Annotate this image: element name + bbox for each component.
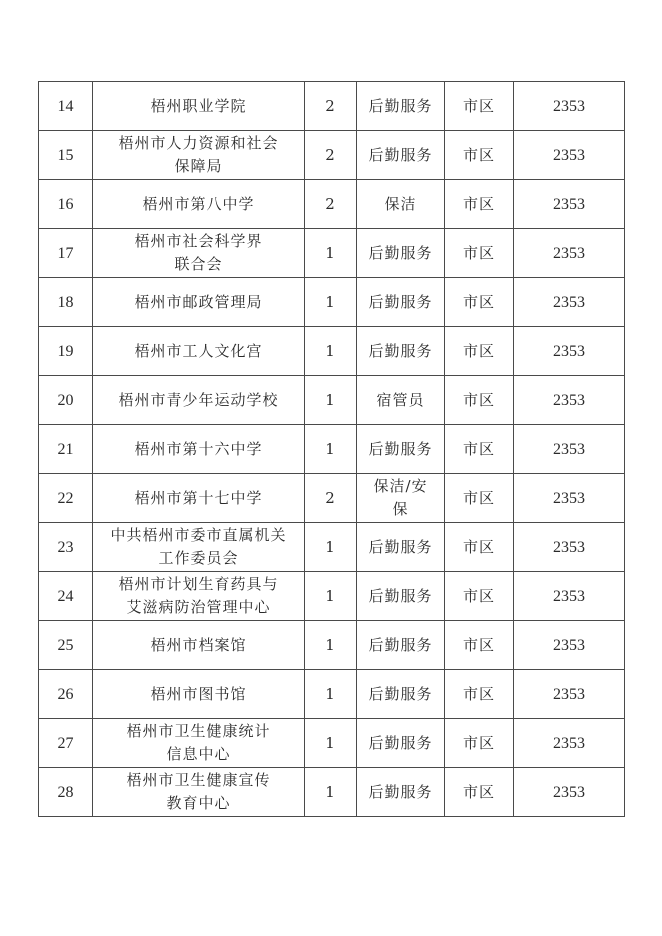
organization-cell-line: 梧州市第八中学	[142, 194, 255, 213]
row-number-cell: 18	[39, 278, 93, 327]
organization-cell-line: 中共梧州市委市直属机关	[110, 526, 287, 544]
position-cell	[357, 621, 445, 670]
row-number-cell: 14	[39, 82, 93, 131]
organization-cell	[93, 621, 305, 670]
position-cell	[357, 719, 445, 768]
organization-cell	[93, 131, 305, 180]
area-cell: 市区	[445, 278, 514, 327]
organization-cell-line: 梧州市青少年运动学校	[118, 390, 279, 409]
position-cell	[357, 278, 445, 327]
organization-cell	[93, 229, 305, 278]
position-cell	[357, 229, 445, 278]
headcount-cell: 1	[305, 572, 357, 621]
headcount-cell: 1	[305, 719, 357, 768]
row-number-cell: 17	[39, 229, 93, 278]
position-cell-line: 后勤服务	[368, 145, 433, 164]
organization-cell-line: 保障局	[174, 157, 223, 175]
position-cell	[357, 425, 445, 474]
position-cell-line: 后勤服务	[368, 243, 433, 262]
table-row	[39, 523, 625, 572]
table-row	[39, 572, 625, 621]
row-number-cell: 27	[39, 719, 93, 768]
position-cell-line: 保洁/安	[373, 477, 428, 495]
organization-cell-line: 梧州市第十六中学	[134, 439, 263, 458]
row-number-cell: 25	[39, 621, 93, 670]
position-cell	[357, 327, 445, 376]
row-number-cell: 26	[39, 670, 93, 719]
salary-cell: 2353	[514, 768, 625, 817]
area-cell: 市区	[445, 768, 514, 817]
position-cell	[357, 523, 445, 572]
position-cell	[357, 768, 445, 817]
position-cell	[357, 82, 445, 131]
salary-cell: 2353	[514, 425, 625, 474]
area-cell: 市区	[445, 621, 514, 670]
position-cell-line: 后勤服务	[368, 439, 433, 458]
position-cell-line: 后勤服务	[368, 635, 433, 654]
organization-cell-line: 梧州市计划生育药具与	[118, 575, 279, 593]
row-number-cell: 20	[39, 376, 93, 425]
salary-cell: 2353	[514, 180, 625, 229]
area-cell: 市区	[445, 670, 514, 719]
table-row	[39, 131, 625, 180]
headcount-cell: 1	[305, 229, 357, 278]
position-cell	[357, 376, 445, 425]
table-row	[39, 180, 625, 229]
salary-cell: 2353	[514, 278, 625, 327]
headcount-cell: 2	[305, 82, 357, 131]
organization-cell	[93, 474, 305, 523]
position-cell-line: 后勤服务	[368, 684, 433, 703]
organization-cell-line: 艾滋病防治管理中心	[126, 598, 271, 616]
position-cell	[357, 180, 445, 229]
table-row	[39, 327, 625, 376]
area-cell: 市区	[445, 572, 514, 621]
headcount-cell: 1	[305, 278, 357, 327]
headcount-cell: 2	[305, 180, 357, 229]
area-cell: 市区	[445, 131, 514, 180]
organization-cell	[93, 572, 305, 621]
organization-cell-line: 梧州市卫生健康统计	[126, 722, 271, 740]
organization-cell	[93, 523, 305, 572]
headcount-cell: 1	[305, 523, 357, 572]
organization-cell-line: 梧州市卫生健康宣传	[126, 771, 271, 789]
position-cell	[357, 670, 445, 719]
organization-cell	[93, 376, 305, 425]
table-row	[39, 474, 625, 523]
position-cell-line: 后勤服务	[368, 96, 433, 115]
row-number-cell: 21	[39, 425, 93, 474]
table-row	[39, 621, 625, 670]
organization-cell-line: 梧州市工人文化宫	[134, 341, 263, 360]
row-number-cell: 24	[39, 572, 93, 621]
position-cell	[357, 474, 445, 523]
area-cell: 市区	[445, 376, 514, 425]
position-cell-line: 后勤服务	[368, 782, 433, 801]
positions-table	[38, 81, 625, 817]
organization-cell	[93, 82, 305, 131]
position-cell-line: 后勤服务	[368, 537, 433, 556]
table-row	[39, 768, 625, 817]
headcount-cell: 1	[305, 621, 357, 670]
organization-cell	[93, 327, 305, 376]
row-number-cell: 22	[39, 474, 93, 523]
organization-cell	[93, 278, 305, 327]
table-row	[39, 719, 625, 768]
position-cell-line: 宿管员	[376, 390, 425, 409]
headcount-cell: 1	[305, 376, 357, 425]
headcount-cell: 2	[305, 131, 357, 180]
salary-cell: 2353	[514, 572, 625, 621]
salary-cell: 2353	[514, 327, 625, 376]
table-body	[39, 82, 625, 817]
table-row	[39, 425, 625, 474]
headcount-cell: 1	[305, 670, 357, 719]
salary-cell: 2353	[514, 474, 625, 523]
organization-cell-line: 梧州市社会科学界	[134, 232, 263, 250]
headcount-cell: 1	[305, 327, 357, 376]
organization-cell-line: 教育中心	[166, 794, 231, 812]
salary-cell: 2353	[514, 670, 625, 719]
organization-cell-line: 梧州市人力资源和社会	[118, 134, 279, 152]
position-cell	[357, 572, 445, 621]
salary-cell: 2353	[514, 376, 625, 425]
salary-cell: 2353	[514, 229, 625, 278]
table-row	[39, 278, 625, 327]
organization-cell	[93, 670, 305, 719]
salary-cell: 2353	[514, 719, 625, 768]
organization-cell-line: 联合会	[174, 255, 223, 273]
salary-cell: 2353	[514, 82, 625, 131]
area-cell: 市区	[445, 82, 514, 131]
position-cell-line: 保洁	[384, 194, 417, 213]
organization-cell-line: 梧州市邮政管理局	[134, 292, 263, 311]
row-number-cell: 16	[39, 180, 93, 229]
headcount-cell: 1	[305, 425, 357, 474]
area-cell: 市区	[445, 327, 514, 376]
organization-cell-line: 梧州职业学院	[150, 96, 247, 115]
organization-cell	[93, 180, 305, 229]
position-cell-line: 后勤服务	[368, 586, 433, 605]
table-row	[39, 670, 625, 719]
row-number-cell: 15	[39, 131, 93, 180]
organization-cell-line: 梧州市图书馆	[150, 684, 247, 703]
table-row	[39, 82, 625, 131]
position-cell-line: 后勤服务	[368, 733, 433, 752]
organization-cell-line: 工作委员会	[158, 549, 239, 567]
organization-cell-line: 信息中心	[166, 745, 231, 763]
salary-cell: 2353	[514, 621, 625, 670]
organization-cell-line: 梧州市第十七中学	[134, 488, 263, 507]
area-cell: 市区	[445, 229, 514, 278]
salary-cell: 2353	[514, 131, 625, 180]
position-cell	[357, 131, 445, 180]
area-cell: 市区	[445, 719, 514, 768]
headcount-cell: 2	[305, 474, 357, 523]
area-cell: 市区	[445, 474, 514, 523]
organization-cell	[93, 719, 305, 768]
table-row	[39, 376, 625, 425]
area-cell: 市区	[445, 523, 514, 572]
row-number-cell: 19	[39, 327, 93, 376]
organization-cell	[93, 425, 305, 474]
organization-cell-line: 梧州市档案馆	[150, 635, 247, 654]
position-cell-line: 保	[392, 500, 409, 518]
area-cell: 市区	[445, 180, 514, 229]
organization-cell	[93, 768, 305, 817]
position-cell-line: 后勤服务	[368, 341, 433, 360]
row-number-cell: 28	[39, 768, 93, 817]
area-cell: 市区	[445, 425, 514, 474]
headcount-cell: 1	[305, 768, 357, 817]
row-number-cell: 23	[39, 523, 93, 572]
table-row	[39, 229, 625, 278]
position-cell-line: 后勤服务	[368, 292, 433, 311]
salary-cell: 2353	[514, 523, 625, 572]
